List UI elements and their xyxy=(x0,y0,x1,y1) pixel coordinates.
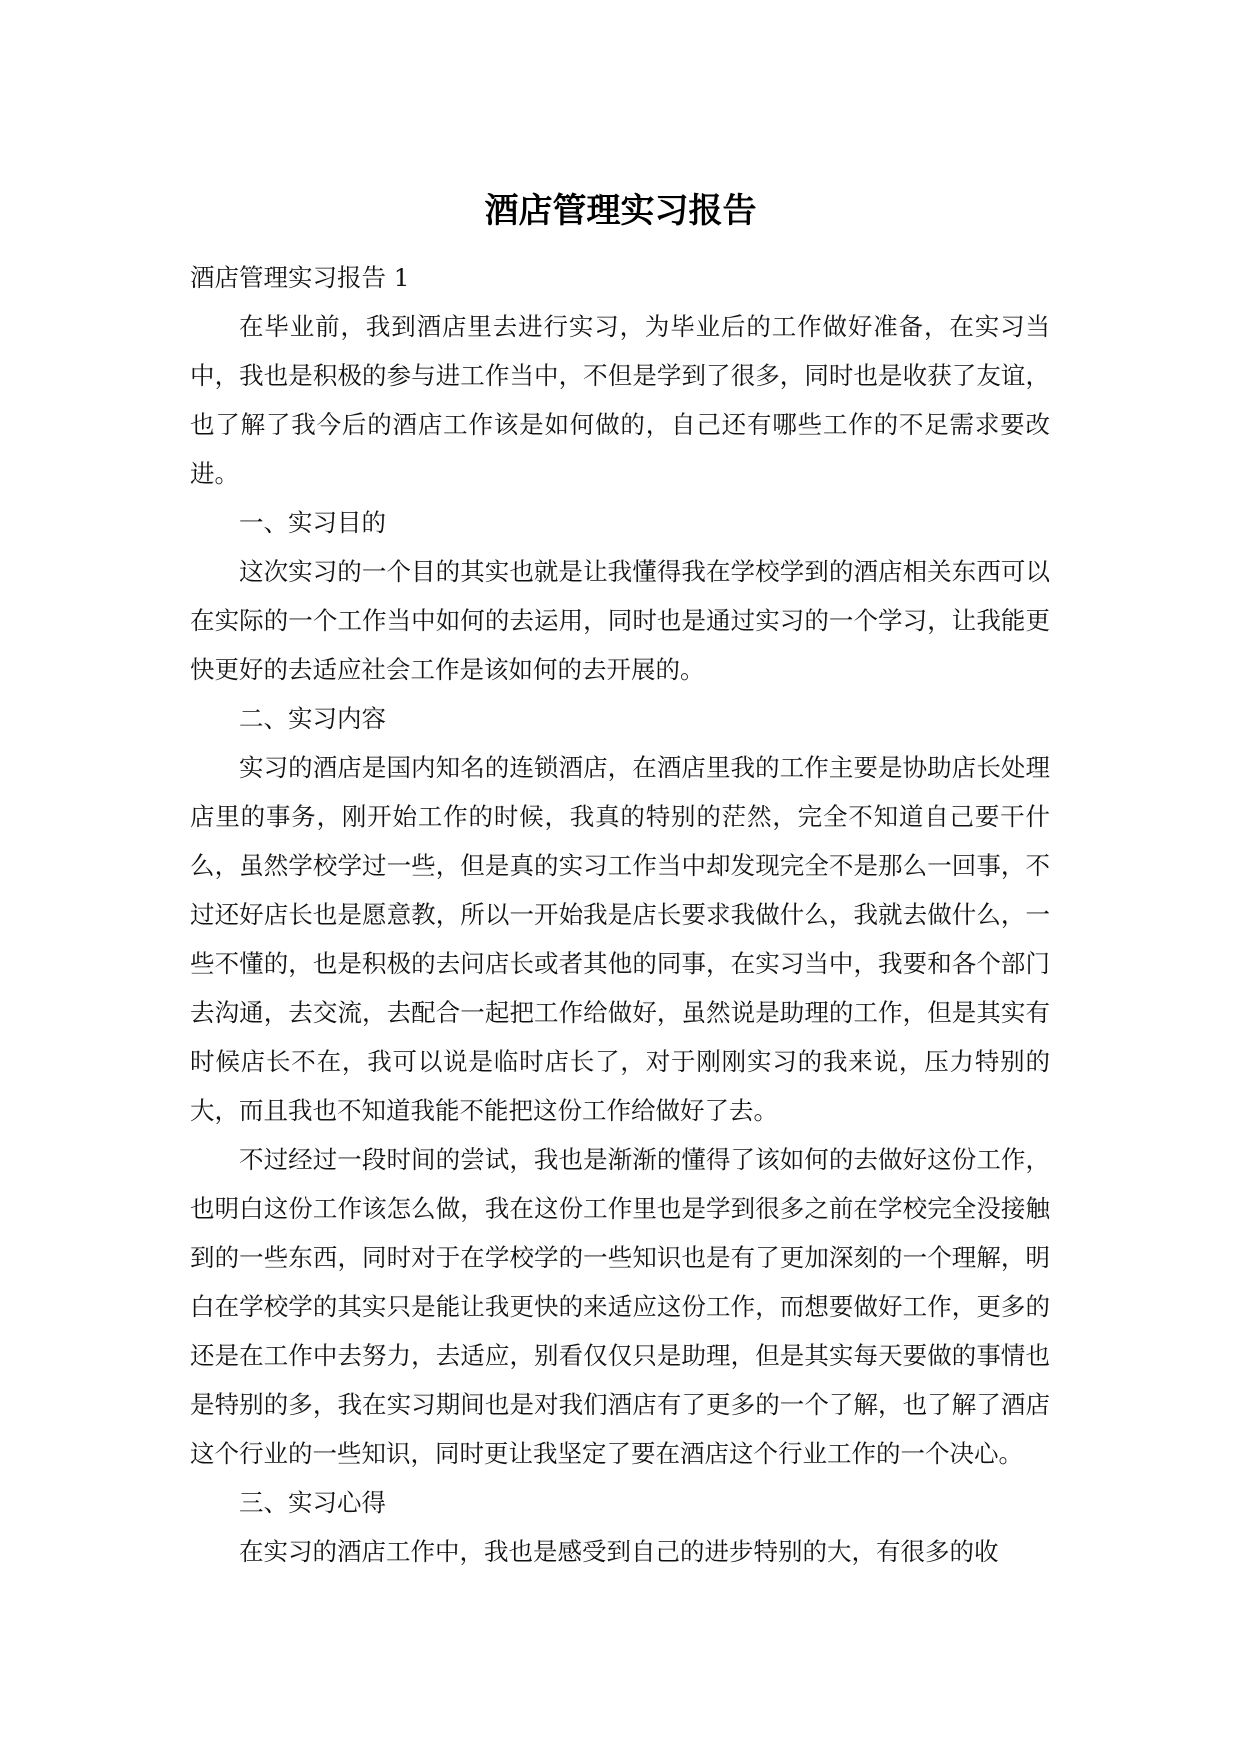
section-heading-insights: 三、实习心得 xyxy=(239,1488,386,1517)
document-body xyxy=(190,253,1050,1576)
document-subtitle: 酒店管理实习报告 1 xyxy=(190,263,410,292)
paragraph-content-1: 实习的酒店是国内知名的连锁酒店，在酒店里我的工作主要是协助店长处理店里的事务，刚开始工作的时候，我真的特别的茫然，完全不知道自己要干什么，虽然学校学过一些，但是真的实习工作当中却发现完全不是那么一回事，不过还好店长也是愿意教，所以一开始我是店长要求我做什么，我就去做什么，一些不懂的，也是积极的去问店长或者其他的同事，在实习当中，我要和各个部门去沟通，去交流，去配合一起把工作给做好，虽然说是助理的工作，但是其实有时候店长不在，我可以说是临时店长了，对于刚刚实习的我来说，压力特别的大，而且我也不知道我能不能把这份工作给做好了去。 xyxy=(190,753,1050,1125)
paragraph-purpose: 这次实习的一个目的其实也就是让我懂得我在学校学到的酒店相关东西可以在实际的一个工作当中如何的去运用，同时也是通过实习的一个学习，让我能更快更好的去适应社会工作是该如何的去开展的。 xyxy=(190,557,1050,684)
paragraph-insights: 在实习的酒店工作中，我也是感受到自己的进步特别的大，有很多的收 xyxy=(239,1537,999,1566)
section-heading-purpose: 一、实习目的 xyxy=(239,508,386,537)
document-title: 酒店管理实习报告 xyxy=(484,191,757,231)
section-heading-content: 二、实习内容 xyxy=(239,704,386,733)
paragraph-content-2: 不过经过一段时间的尝试，我也是渐渐的懂得了该如何的去做好这份工作，也明白这份工作该怎么做，我在这份工作里也是学到很多之前在学校完全没接触到的一些东西，同时对于在学校学的一些知识也是有了更加深刻的一个理解，明白在学校学的其实只是能让我更快的来适应这份工作，而想要做好工作，更多的还是在工作中去努力，去适应，别看仅仅只是助理，但是其实每天要做的事情也是特别的多，我在实习期间也是对我们酒店有了更多的一个了解，也了解了酒店这个行业的一些知识，同时更让我坚定了要在酒店这个行业工作的一个决心。 xyxy=(190,1145,1050,1468)
paragraph-intro: 在毕业前，我到酒店里去进行实习，为毕业后的工作做好准备，在实习当中，我也是积极的参与进工作当中，不但是学到了很多，同时也是收获了友谊，也了解了我今后的酒店工作该是如何做的，自己还有哪些工作的不足需求要改进。 xyxy=(190,312,1050,488)
